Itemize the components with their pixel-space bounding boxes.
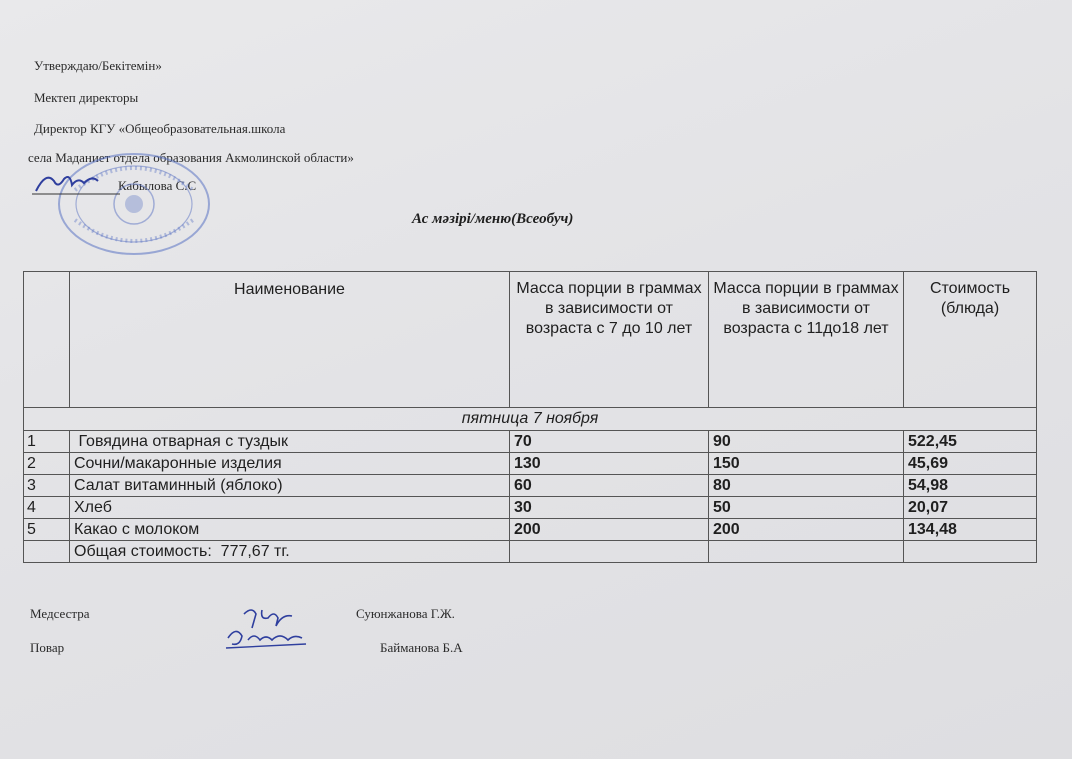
header-index [24,272,70,408]
table-row [24,431,1037,453]
header-cost: Стоимость (блюда) [904,272,1037,408]
staff-signatures [222,604,317,656]
table-row [24,475,1037,497]
mass-11-18: 90 [709,431,904,453]
row-number: 1 [24,431,70,453]
day-row [24,408,1037,431]
mass-11-18: 150 [709,453,904,475]
row-number: 5 [24,519,70,541]
table-row [24,519,1037,541]
dish-cost: 134,48 [904,519,1037,541]
mass-7-10: 30 [510,497,709,519]
director-ru-line: Директор КГУ «Общеобразовательная.школа [34,121,286,136]
dish-cost: 54,98 [904,475,1037,497]
dish-name: Хлеб [70,497,510,519]
cook-role: Повар [30,640,65,655]
director-kz-line: Мектеп директоры [34,90,139,105]
dish-cost: 522,45 [904,431,1037,453]
table-header-row [24,272,1037,408]
menu-title: Ас мәзірі/меню(Всеобуч) [412,211,574,227]
nurse-role: Медсестра [30,606,90,621]
dish-name: Салат витаминный (яблоко) [70,475,510,497]
mass-11-18: 80 [709,475,904,497]
signatory-name: Кабылова С.С [118,178,197,193]
mass-7-10: 70 [510,431,709,453]
table-row [24,453,1037,475]
mass-7-10: 200 [510,519,709,541]
row-number: 2 [24,453,70,475]
dish-name: Сочни/макаронные изделия [70,453,510,475]
cook-name: Байманова Б.А [380,640,463,655]
table-row [24,497,1037,519]
mass-7-10: 130 [510,453,709,475]
header-name: Наименование [70,272,510,408]
menu-table [23,271,1037,563]
total-row [24,541,1037,563]
total-cost: Общая стоимость: 777,67 тг. [70,541,510,563]
row-number: 4 [24,497,70,519]
approve-line: Утверждаю/Бекітемін» [34,58,162,73]
header-mass-7-10: Масса порции в граммах в зависимости от возраста с 7 до 10 лет [510,272,709,408]
village-line: села Маданиет отдела образования Акмолинской области» [28,150,354,165]
mass-11-18: 200 [709,519,904,541]
dish-name: Говядина отварная с туздык [70,431,510,453]
day-label: пятница 7 ноября [24,408,1037,431]
nurse-name: Суюнжанова Г.Ж. [356,606,455,621]
dish-name: Какао с молоком [70,519,510,541]
director-signature [32,165,122,200]
dish-cost: 20,07 [904,497,1037,519]
mass-7-10: 60 [510,475,709,497]
header-mass-11-18: Масса порции в граммах в зависимости от возраста с 11до18 лет [709,272,904,408]
mass-11-18: 50 [709,497,904,519]
dish-cost: 45,69 [904,453,1037,475]
row-number: 3 [24,475,70,497]
